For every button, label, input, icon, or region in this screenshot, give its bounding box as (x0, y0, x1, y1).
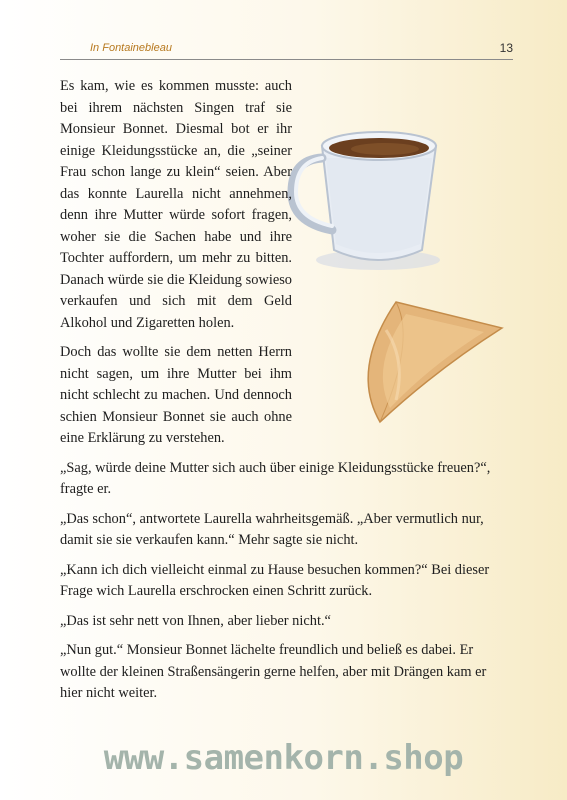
paragraph-4: „Das schon“, antwortete Laurella wahrheitsgemäß. „Aber vermutlich nur, damit sie sie verkaufen kann.“ Mehr sagte sie nicht. (60, 510, 484, 548)
paragraph-5: „Kann ich dich vielleicht einmal zu Hause besuchen kommen?“ Bei dieser Frage wich Laurella erschrocken einen Schritt zurück. (60, 561, 490, 599)
paragraph-3: „Sag, würde deine Mutter sich auch über einige Kleidungsstücke freuen?“, fragte er. (60, 459, 491, 497)
paragraph-6: „Das ist sehr nett von Ihnen, aber lieber nicht.“ (60, 612, 331, 629)
paragraph-7: „Nun gut.“ Monsieur Bonnet lächelte freundlich und beließ es dabei. Er wollte der kleinen Straßensängerin gerne helfen, aber mit Drängen kam er hier nicht weiter. (60, 642, 487, 701)
running-header (60, 40, 513, 60)
paragraph-2: Doch das wollte sie dem netten Herrn nicht sagen, um ihre Mutter bei ihm nicht schlecht zu machen. Und dennoch schien Monsieur Bonnet sie auch ohne eine Erklärung zu verstehen. (60, 344, 292, 446)
body-text (60, 76, 510, 713)
paragraph-1: Es kam, wie es kommen musste: auch bei ihrem nächsten Singen traf sie Monsieur Bonnet. Diesmal bot er ihr einige Kleidungsstücke an, die „seiner Frau schon lange zu klein“ seien. Aber das konnte Laurella nicht annehmen, denn ihre Mutter würde sofort fragen, woher sie die Sachen habe und ihre Tochter auffordern, um mehr zu bitten. Danach würde sie die Kleidung sowieso verkaufen und sich mit dem Geld Alkohol und Zigaretten holen. (60, 78, 292, 331)
running-title: In Fontainebleau (90, 42, 172, 54)
page-number: 13 (499, 41, 513, 55)
footer-url-watermark: www.samenkorn.shop (103, 738, 464, 778)
